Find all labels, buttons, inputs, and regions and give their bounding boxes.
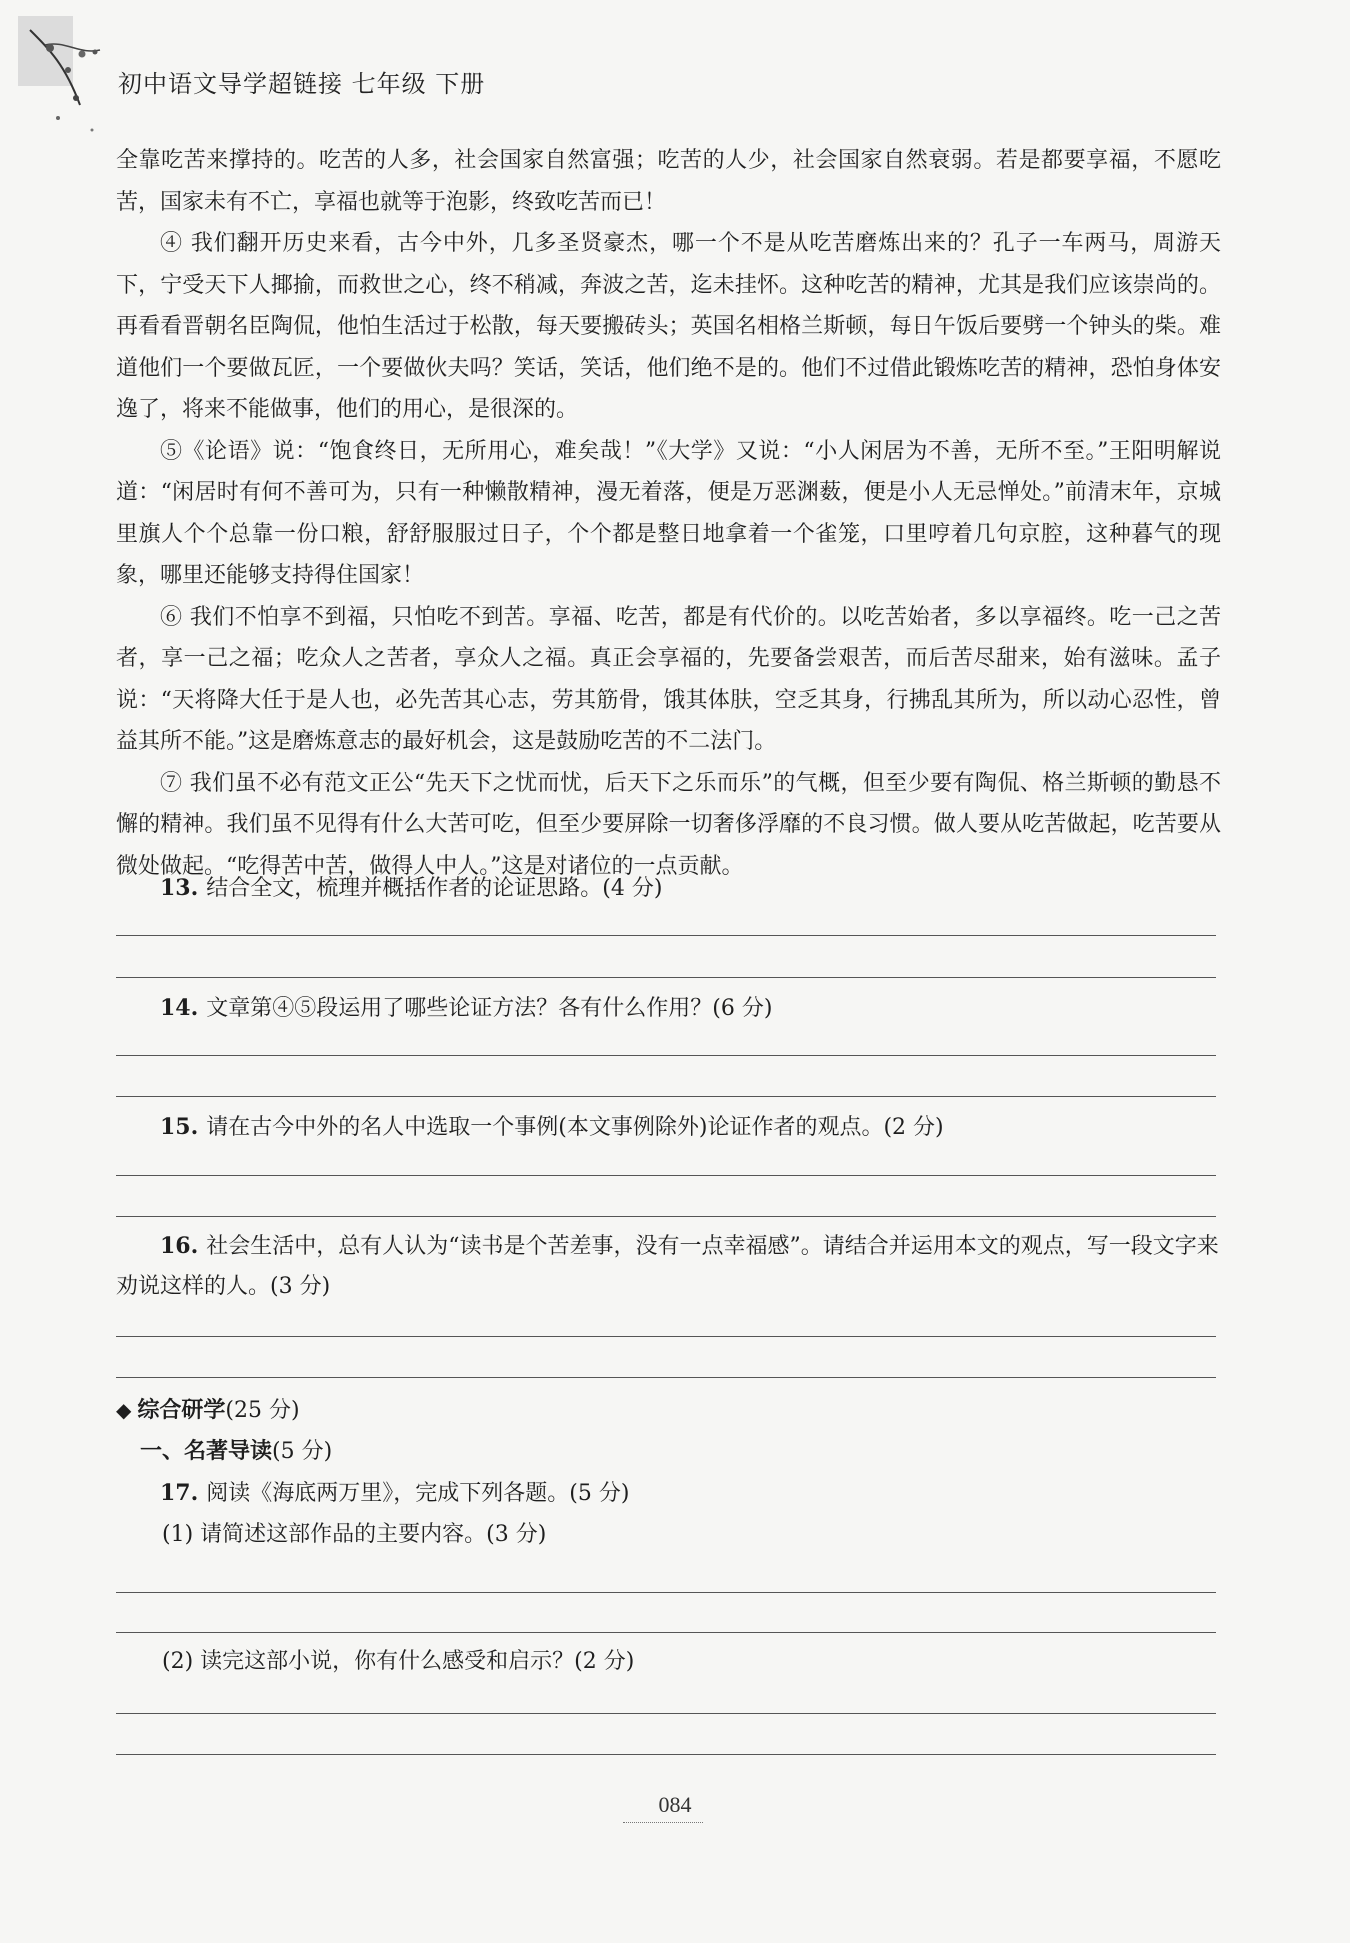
section-score: (25 分) xyxy=(225,1398,300,1423)
passage-paragraph-4: ④ 我们翻开历史来看，古今中外，几多圣贤豪杰，哪一个不是从吃苦磨炼出来的？孔子一车两马，周游天下，宁受天下人揶揄，而救世之心，终不稍减，奔波之苦，迄未挂怀。这种吃苦的精神，尤其是我们应该崇尚的。再看看晋朝名臣陶侃，他怕生活过于松散，每天要搬砖头；英国名相格兰斯顿，每日午饭后要劈一个钟头的柴。难道他们一个要做瓦匠，一个要做伙夫吗？笑话，笑话，他们绝不是的。他们不过借此锻炼吃苦的精神，恐怕身体安逸了，将来不能做事，他们的用心，是很深的。 xyxy=(116,231,1221,422)
subsection-title: 一、名著导读 xyxy=(140,1439,273,1464)
question-15 xyxy=(116,1107,1221,1148)
question-text: 阅读《海底两万里》，完成下列各题。(5 分) xyxy=(206,1481,630,1506)
subsection-score: (5 分) xyxy=(272,1439,333,1464)
page-number-underline xyxy=(623,1822,703,1823)
passage-paragraph-5: ⑤《论语》说：“饱食终日，无所用心，难矣哉！”《大学》又说：“小人闲居为不善，无所不至。”王阳明解说道：“闲居时有何不善可为，只有一种懒散精神，漫无着落，便是万恶渊薮，便是小人无忌惮处。”前清末年，京城里旗人个个总靠一份口粮，舒舒服服过日子，个个都是整日地拿着一个雀笼，口里哼着几句京腔，这种暮气的现象，哪里还能够支持得住国家！ xyxy=(116,438,1221,588)
passage-paragraph-7: ⑦ 我们虽不必有范文正公“先天下之忧而忧，后天下之乐而乐”的气概，但至少要有陶侃、格兰斯顿的勤恳不懈的精神。我们虽不见得有什么大苦可吃，但至少要屏除一切奢侈浮靡的不良习惯。做人要从吃苦做起，吃苦要从微处做起。“吃得苦中苦，做得人中人。”这是对诸位的一点贡献。 xyxy=(116,770,1221,879)
answer-line[interactable] xyxy=(116,1632,1216,1633)
question-14 xyxy=(116,988,1221,1029)
answer-line[interactable] xyxy=(116,1592,1216,1593)
answer-line[interactable] xyxy=(116,1096,1216,1097)
answer-line[interactable] xyxy=(116,1055,1216,1056)
answer-line[interactable] xyxy=(116,1216,1216,1217)
passage-continuation: 全靠吃苦来撑持的。吃苦的人多，社会国家自然富强；吃苦的人少，社会国家自然衰弱。若是都要享福，不愿吃苦，国家未有不亡，享福也就等于泡影，终致吃苦而已！ xyxy=(116,148,1221,215)
subsection-heading xyxy=(140,1432,332,1472)
reading-passage xyxy=(116,140,1221,887)
question-number: 13. xyxy=(160,875,199,901)
diamond-bullet-icon: ◆ xyxy=(116,1398,132,1422)
answer-line[interactable] xyxy=(116,935,1216,936)
passage-paragraph-6: ⑥ 我们不怕享不到福，只怕吃不到苦。享福、吃苦，都是有代价的。以吃苦始者，多以享福终。吃一己之苦者，享一己之福；吃众人之苦者，享众人之福。真正会享福的，先要备尝艰苦，而后苦尽甜来，始有滋味。孟子说：“天将降大任于是人也，必先苦其心志，劳其筋骨，饿其体肤，空乏其身，行拂乱其所为，所以动心忍性，曾益其所不能。”这是磨炼意志的最好机会，这是鼓励吃苦的不二法门。 xyxy=(116,604,1221,754)
answer-line[interactable] xyxy=(116,1336,1216,1337)
question-17-2: (2) 读完这部小说，你有什么感受和启示？(2 分) xyxy=(162,1649,635,1674)
question-number: 16. xyxy=(160,1233,199,1259)
section-title: 综合研学 xyxy=(137,1398,226,1423)
question-16 xyxy=(116,1226,1221,1307)
answer-line[interactable] xyxy=(116,1175,1216,1176)
question-number: 17. xyxy=(160,1480,199,1506)
question-number: 15. xyxy=(160,1114,199,1140)
page-number: 084 xyxy=(658,1792,692,1817)
question-text: 请在古今中外的名人中选取一个事例(本文事例除外)论证作者的观点。(2 分) xyxy=(206,1115,944,1140)
question-text: 结合全文，梳理并概括作者的论证思路。(4 分) xyxy=(206,876,663,901)
section-heading xyxy=(116,1390,300,1431)
plum-branch-decoration xyxy=(10,10,120,150)
answer-line[interactable] xyxy=(116,1754,1216,1755)
question-number: 14. xyxy=(160,995,199,1021)
answer-line[interactable] xyxy=(116,1377,1216,1378)
book-header-title: 初中语文导学超链接 七年级 下册 xyxy=(118,70,486,98)
question-text: 社会生活中，总有人认为“读书是个苦差事，没有一点幸福感”。请结合并运用本文的观点，写一段文字来劝说这样的人。(3 分) xyxy=(116,1234,1219,1299)
answer-line[interactable] xyxy=(116,977,1216,978)
question-17 xyxy=(116,1473,1221,1514)
question-17-1: (1) 请简述这部作品的主要内容。(3 分) xyxy=(162,1522,547,1547)
answer-line[interactable] xyxy=(116,1713,1216,1714)
question-13 xyxy=(116,868,1221,909)
question-text: 文章第④⑤段运用了哪些论证方法？各有什么作用？(6 分) xyxy=(206,996,773,1021)
